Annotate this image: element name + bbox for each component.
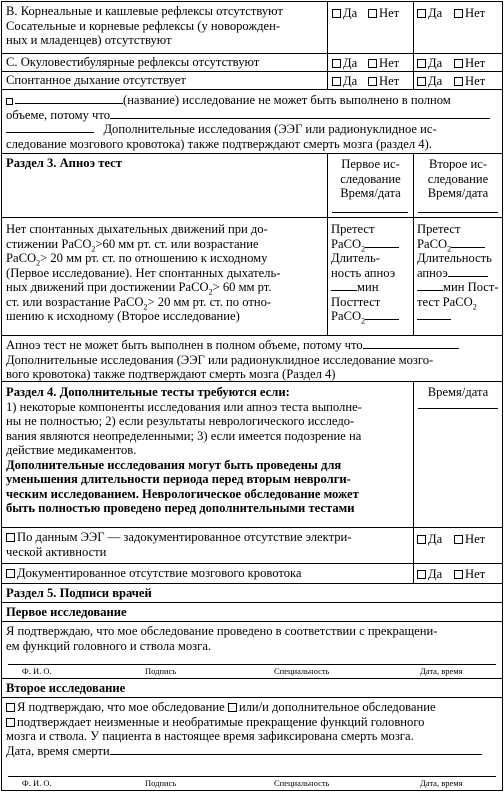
- row-oculovestibular: [2, 54, 502, 72]
- second-time-field[interactable]: [418, 212, 498, 213]
- label-datetime: Дата, время: [420, 778, 463, 788]
- note-apnea-incomplete: Апноэ тест не может быть выполнен в полном объеме, потому что Дополнительные исследования (ЭЭГ или радионуклидное исследование мозго- вого кровотока) также подтверждают смерть мозга (Раздел 4): [2, 336, 502, 382]
- apnea-criteria: Нет спонтанных дыхательных движений при до- стижении PaCO$_2$>60 мм рт. ст. или возрастание PaCO$_2$> 20 мм рт. ст. по отношению к исходному (Первое исследование). Нет спонтанных дыхатель- ных движений при достижении PaCO$_2$> 60 мм рт. ст. или возрастание PaCO$_2$> 20 мм рт. ст. по отно- шению к исходному (Второе исследование): [6, 222, 281, 323]
- corneal-line2: Сосательные и корневые рефлексы (у новорожден-: [6, 18, 281, 33]
- yes-checkbox[interactable]: Да: [332, 6, 357, 20]
- corneal-line1: B. Корнеальные и кашлевые рефлексы отсутствуют: [6, 4, 283, 18]
- reason-field[interactable]: [110, 118, 490, 119]
- section3-header: Раздел 3. Апноэ тест Первое ис- следование Время/дата Второе ис- следование Время/дата: [2, 154, 502, 218]
- row-blood-flow: Документированное отсутствие мозгового кровотока Да Нет: [2, 564, 502, 584]
- section5-header: [2, 584, 502, 603]
- section4-time-header: Время/дата: [427, 385, 489, 399]
- checkbox-icon: [417, 535, 426, 544]
- checkbox-icon: [417, 59, 426, 68]
- second-signature-line[interactable]: [8, 776, 496, 777]
- second-exam-body: Я подтверждаю, что мое обследование или/и дополнительное обследование подтверждает неизменные и необратимые прекращение функций головного мозга и ствола. У пациента в настоящее время зафиксирована смерть мозга. Дата, время смерти Ф. И. О. Подпись Специальность Дата, время: [2, 698, 502, 790]
- first-test-cell[interactable]: Претест PaCO$_2$ Длитель- ность апноэ мин Посттест PaCO$_2$: [331, 222, 413, 324]
- first-exam-body: Я подтверждаю, что мое обследование проведено в соответствии с прекращени- ем функций головного и ствола мозга. Ф. И. О. Подпись Специальность Дата, время: [2, 622, 502, 679]
- checkbox-icon[interactable]: [228, 703, 237, 712]
- checkbox-icon[interactable]: [6, 569, 15, 578]
- first-time-field[interactable]: [332, 212, 408, 213]
- yes-checkbox[interactable]: Да: [417, 74, 442, 88]
- checkbox-icon: [332, 9, 341, 18]
- label-datetime: Дата, время: [420, 666, 463, 676]
- checkbox-icon: [454, 9, 463, 18]
- section5-title: Раздел 5. Подписи врачей: [6, 586, 152, 600]
- checkbox-icon: [417, 77, 426, 86]
- second-test-cell[interactable]: Претест PaCO$_2$ Длительность апноэ мин Пост- тест PaCO$_2$: [417, 222, 503, 324]
- yes-checkbox[interactable]: Да: [332, 56, 357, 70]
- checkbox-icon: [332, 59, 341, 68]
- no-checkbox[interactable]: Нет: [454, 56, 485, 70]
- death-time-field[interactable]: [110, 754, 482, 755]
- section4: Раздел 4. Дополнительные тесты требуются если: 1) некоторые компоненты исследования или апноэ теста выполне- ны не полностью; 2) если результаты неврологического исследо- вания являются неопределенными; 3) если имеется подозрение на действие медикаментов. Дополнительные исследования могут быть проведены для уменьшения длительности периода перед вторым невролги- ческим исследованием. Неврологическое обследование может быть полностью проведено перед дополнительными тестами Время/дата: [2, 382, 502, 528]
- checkbox-icon: [454, 570, 463, 579]
- no-checkbox[interactable]: Нет: [454, 74, 485, 88]
- checkbox-icon: [454, 59, 463, 68]
- blank-field[interactable]: [6, 132, 94, 133]
- label-specialty: Специальность: [274, 666, 330, 676]
- checkbox-icon: [332, 77, 341, 86]
- checkbox-icon: [417, 570, 426, 579]
- yes-checkbox[interactable]: Да: [417, 532, 442, 546]
- yes-checkbox[interactable]: Да: [417, 567, 442, 581]
- checkbox-icon: [417, 9, 426, 18]
- row-spontaneous-breathing: [2, 72, 502, 90]
- checkbox-icon[interactable]: [6, 718, 15, 727]
- no-checkbox[interactable]: Нет: [368, 6, 399, 20]
- apnea-label: Спонтанное дыхание отсутствует: [6, 73, 186, 87]
- section4-time-field[interactable]: [418, 408, 498, 409]
- first-exam-title: Первое исследование: [6, 605, 127, 619]
- note-incomplete-exam: (название) исследование не может быть выполнено в полном объеме, потому что Дополнительные исследования (ЭЭГ или радионуклидное ис- следование мозгового кровотока) также подтверждают смерть мозга (раздел 4).: [2, 90, 502, 154]
- oculo-label: C. Окуловестибулярные рефлексы отсутствуют: [6, 55, 260, 69]
- second-exam-header: [2, 679, 502, 698]
- checkbox-icon: [368, 59, 377, 68]
- checkbox-icon[interactable]: [6, 703, 15, 712]
- no-checkbox[interactable]: Нет: [368, 74, 399, 88]
- label-specialty: Специальность: [274, 778, 330, 788]
- label-signature: Подпись: [145, 666, 177, 676]
- yes-checkbox[interactable]: Да: [417, 6, 442, 20]
- first-signature-line[interactable]: [8, 664, 496, 665]
- corneal-line3: ных и младенцев) отсутствуют: [6, 33, 172, 47]
- checkbox-icon: [454, 535, 463, 544]
- section3-body: [2, 218, 502, 336]
- row-eeg: По данным ЭЭГ — задокументированное отсутствие электри- ческой активности Да Нет: [2, 528, 502, 564]
- exam-name-field[interactable]: [15, 103, 123, 104]
- yes-checkbox[interactable]: Да: [332, 74, 357, 88]
- section3-title: Раздел 3. Апноэ тест: [6, 156, 122, 170]
- checkbox-icon: [368, 77, 377, 86]
- row-corneal-reflexes: [2, 2, 502, 54]
- label-fio: Ф. И. О.: [22, 778, 52, 788]
- no-checkbox[interactable]: Нет: [454, 6, 485, 20]
- label-signature: Подпись: [145, 778, 177, 788]
- apnea-reason-field[interactable]: [363, 348, 459, 349]
- no-checkbox[interactable]: Нет: [454, 532, 485, 546]
- yes-checkbox[interactable]: Да: [417, 56, 442, 70]
- label-fio: Ф. И. О.: [22, 666, 52, 676]
- checkbox-icon: [368, 9, 377, 18]
- no-checkbox[interactable]: Нет: [368, 56, 399, 70]
- checkbox-icon: [454, 77, 463, 86]
- no-checkbox[interactable]: Нет: [454, 567, 485, 581]
- section4-title: Раздел 4. Дополнительные тесты требуются если:: [6, 385, 290, 399]
- second-exam-title: Второе исследование: [6, 681, 126, 695]
- form-page: [1, 1, 503, 791]
- first-exam-header: [2, 603, 502, 622]
- checkbox-icon[interactable]: [6, 533, 15, 542]
- checkbox-icon[interactable]: [6, 98, 13, 105]
